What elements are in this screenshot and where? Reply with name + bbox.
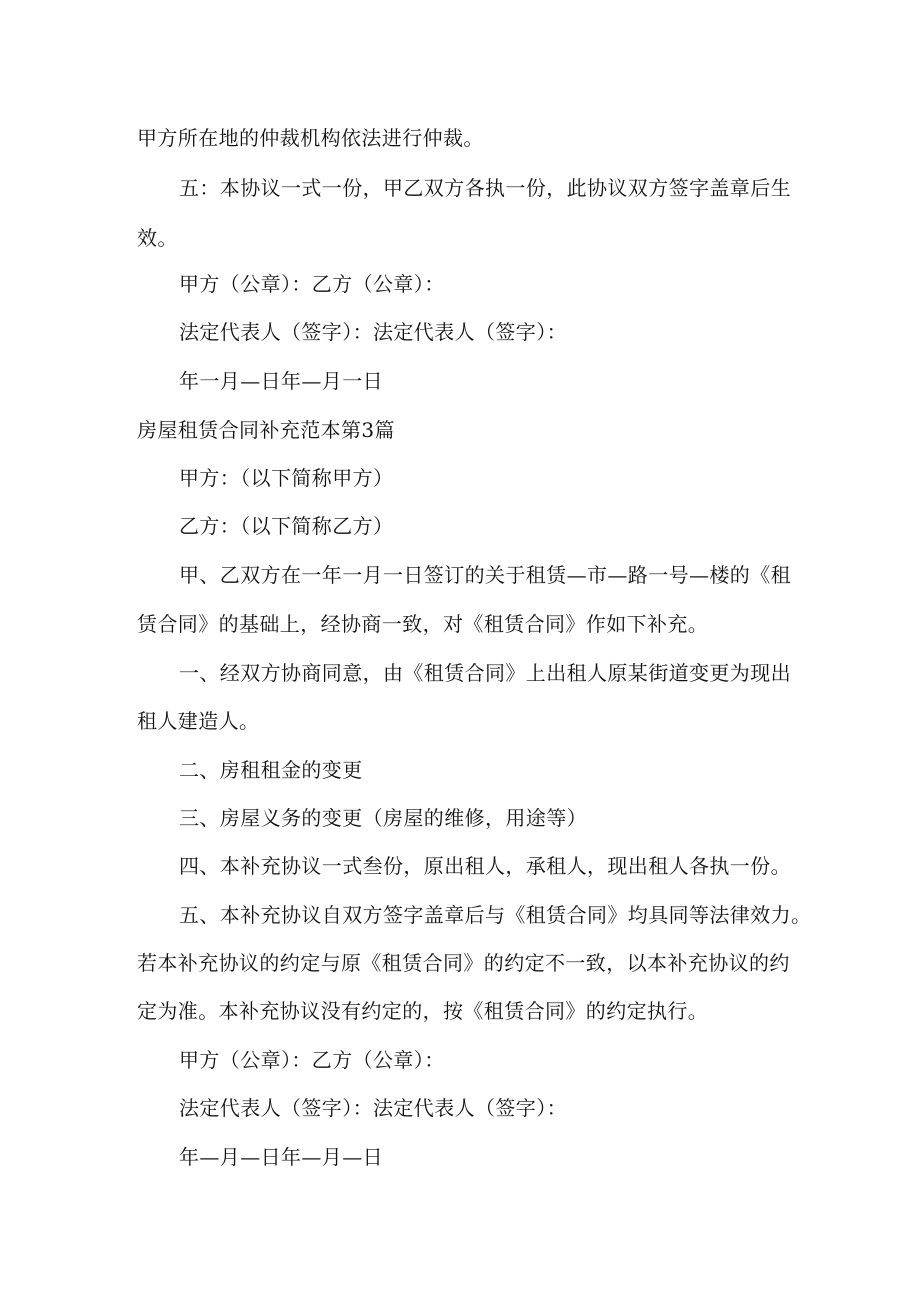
text-line-date-2: 年—月—日年—月—日 [179, 1145, 383, 1169]
text-line-seal: 甲方（公章）：乙方（公章）： [179, 272, 445, 296]
text-line-item-four: 四、本补充协议一式叁份，原出租人，承租人，现出租人各执一份。 [179, 854, 791, 878]
text-line-item-three: 三、房屋义务的变更（房屋的维修，用途等） [179, 806, 587, 830]
text-line-signature-2: 法定代表人（签字）：法定代表人（签字）： [179, 1096, 567, 1120]
text-line-arbitration: 甲方所在地的仲裁机构依法进行仲裁。 [137, 126, 484, 150]
text-line-intro: 甲、乙双方在一年一月一日签订的关于租赁—市—路一号—楼的《租 [179, 563, 791, 587]
text-line-item-five: 五、本补充协议自双方签字盖章后与《租赁合同》均具同等法律效力。 [179, 903, 812, 927]
text-line-item-one-cont: 租人建造人。 [137, 709, 260, 733]
text-line-signature: 法定代表人（签字）：法定代表人（签字）： [179, 320, 567, 344]
text-line-party-b: 乙方：（以下简称乙方） [179, 514, 394, 538]
text-line-item-two: 二、房租租金的变更 [179, 758, 363, 782]
text-line-clause-five: 五：本协议一式一份，甲乙双方各执一份，此协议双方签字盖章后生 [179, 176, 791, 200]
text-line-date: 年一月—日年—月一日 [179, 369, 383, 393]
section-heading: 房屋租赁合同补充范本第3篇 [137, 418, 395, 442]
text-line-intro-cont: 赁合同》的基础上，经协商一致，对《租赁合同》作如下补充。 [137, 612, 709, 636]
text-line-clause-five-cont: 效。 [137, 226, 178, 250]
text-line-item-one: 一、经双方协商同意，由《租赁合同》上出租人原某街道变更为现出 [179, 661, 791, 685]
text-line-item-five-cont-1: 若本补充协议的约定与原《租赁合同》的约定不一致，以本补充协议的约 [137, 951, 790, 975]
text-line-seal-2: 甲方（公章）：乙方（公章）： [179, 1048, 445, 1072]
text-line-party-a: 甲方：（以下简称甲方） [179, 466, 394, 490]
text-line-item-five-cont-2: 定为准。本补充协议没有约定的，按《租赁合同》的约定执行。 [137, 999, 709, 1023]
